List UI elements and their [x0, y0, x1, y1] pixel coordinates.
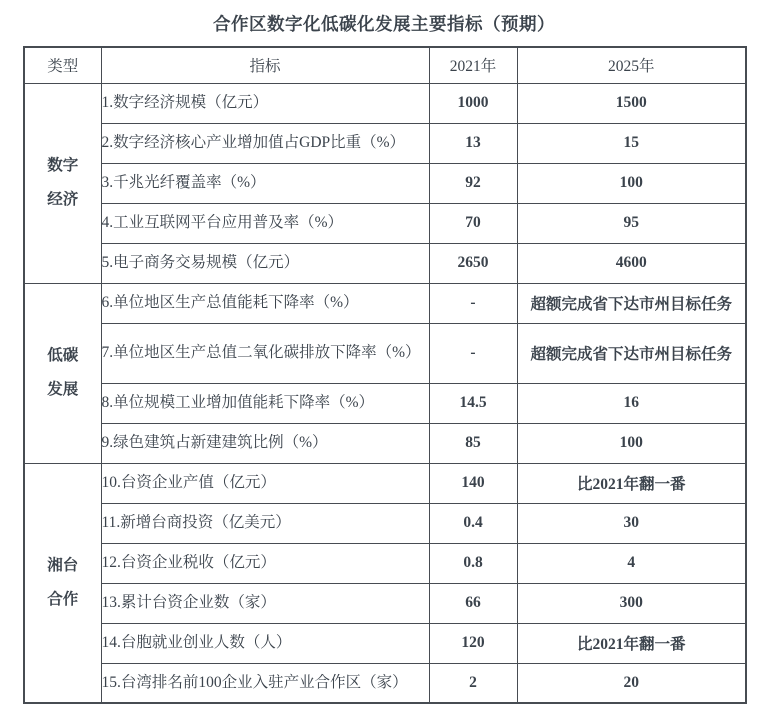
table-header-row — [24, 47, 746, 83]
indicator-cell: 2.数字经济核心产业增加值占GDP比重（%） — [101, 123, 429, 163]
indicator-cell: 12.台资企业税收（亿元） — [101, 543, 429, 583]
indicator-cell: 10.台资企业产值（亿元） — [101, 463, 429, 503]
table-row — [24, 663, 746, 703]
table-row — [24, 463, 746, 503]
table-row — [24, 243, 746, 283]
value-2025-cell: 4600 — [517, 243, 746, 283]
indicator-cell: 9.绿色建筑占新建建筑比例（%） — [101, 423, 429, 463]
table-row — [24, 123, 746, 163]
table-row — [24, 163, 746, 203]
indicator-cell: 13.累计台资企业数（家） — [101, 583, 429, 623]
value-2025-cell: 30 — [517, 503, 746, 543]
indicator-cell: 11.新增台商投资（亿美元） — [101, 503, 429, 543]
value-2025-cell: 超额完成省下达市州目标任务 — [517, 283, 746, 323]
table-row — [24, 83, 746, 123]
indicator-cell: 1.数字经济规模（亿元） — [101, 83, 429, 123]
value-2025-cell: 100 — [517, 163, 746, 203]
value-2021-cell: - — [429, 283, 517, 323]
indicator-cell: 7.单位地区生产总值二氧化碳排放下降率（%） — [101, 323, 429, 383]
table-row — [24, 323, 746, 383]
indicator-cell: 14.台胞就业创业人数（人） — [101, 623, 429, 663]
value-2021-cell: 2650 — [429, 243, 517, 283]
value-2021-cell: 0.4 — [429, 503, 517, 543]
table-row — [24, 283, 746, 323]
value-2025-cell: 15 — [517, 123, 746, 163]
value-2025-cell: 95 — [517, 203, 746, 243]
value-2025-cell: 100 — [517, 423, 746, 463]
group-label-xiangtai-cooperation — [24, 463, 101, 703]
value-2021-cell: 2 — [429, 663, 517, 703]
indicator-cell: 5.电子商务交易规模（亿元） — [101, 243, 429, 283]
indicator-cell: 6.单位地区生产总值能耗下降率（%） — [101, 283, 429, 323]
value-2025-cell: 比2021年翻一番 — [517, 623, 746, 663]
table-row — [24, 543, 746, 583]
indicator-cell: 4.工业互联网平台应用普及率（%） — [101, 203, 429, 243]
value-2025-cell: 比2021年翻一番 — [517, 463, 746, 503]
value-2025-cell: 1500 — [517, 83, 746, 123]
value-2021-cell: 140 — [429, 463, 517, 503]
value-2021-cell: 1000 — [429, 83, 517, 123]
indicators-table — [23, 46, 747, 704]
group-label-line: 经济 — [47, 191, 79, 208]
value-2021-cell: 92 — [429, 163, 517, 203]
value-2025-cell: 300 — [517, 583, 746, 623]
page-title: 合作区数字化低碳化发展主要指标（预期） — [213, 14, 555, 34]
value-2025-cell: 16 — [517, 383, 746, 423]
table-row — [24, 203, 746, 243]
value-2021-cell: 120 — [429, 623, 517, 663]
table-row — [24, 503, 746, 543]
group-label-line: 合作 — [47, 590, 79, 608]
table-row — [24, 583, 746, 623]
header-indicator: 指标 — [101, 47, 429, 83]
header-type: 类型 — [24, 47, 101, 83]
indicator-cell: 15.台湾排名前100企业入驻产业合作区（家） — [101, 663, 429, 703]
value-2025-cell: 4 — [517, 543, 746, 583]
indicator-cell: 8.单位规模工业增加值能耗下降率（%） — [101, 383, 429, 423]
value-2021-cell: 13 — [429, 123, 517, 163]
group-label-line: 湘台 — [47, 556, 79, 574]
value-2025-cell: 超额完成省下达市州目标任务 — [517, 323, 746, 383]
group-label-line: 数字 — [47, 156, 79, 174]
value-2021-cell: - — [429, 323, 517, 383]
value-2021-cell: 70 — [429, 203, 517, 243]
header-2025: 2025年 — [517, 47, 746, 83]
header-2021: 2021年 — [429, 47, 517, 83]
group-label-line: 低碳 — [47, 346, 79, 364]
indicator-cell: 3.千兆光纤覆盖率（%） — [101, 163, 429, 203]
value-2021-cell: 85 — [429, 423, 517, 463]
table-row — [24, 423, 746, 463]
value-2021-cell: 0.8 — [429, 543, 517, 583]
value-2025-cell: 20 — [517, 663, 746, 703]
group-label-line: 发展 — [47, 381, 79, 398]
value-2021-cell: 66 — [429, 583, 517, 623]
value-2021-cell: 14.5 — [429, 383, 517, 423]
group-label-low-carbon — [24, 283, 101, 463]
table-row — [24, 623, 746, 663]
table-row — [24, 383, 746, 423]
group-label-digital-economy — [24, 83, 101, 283]
